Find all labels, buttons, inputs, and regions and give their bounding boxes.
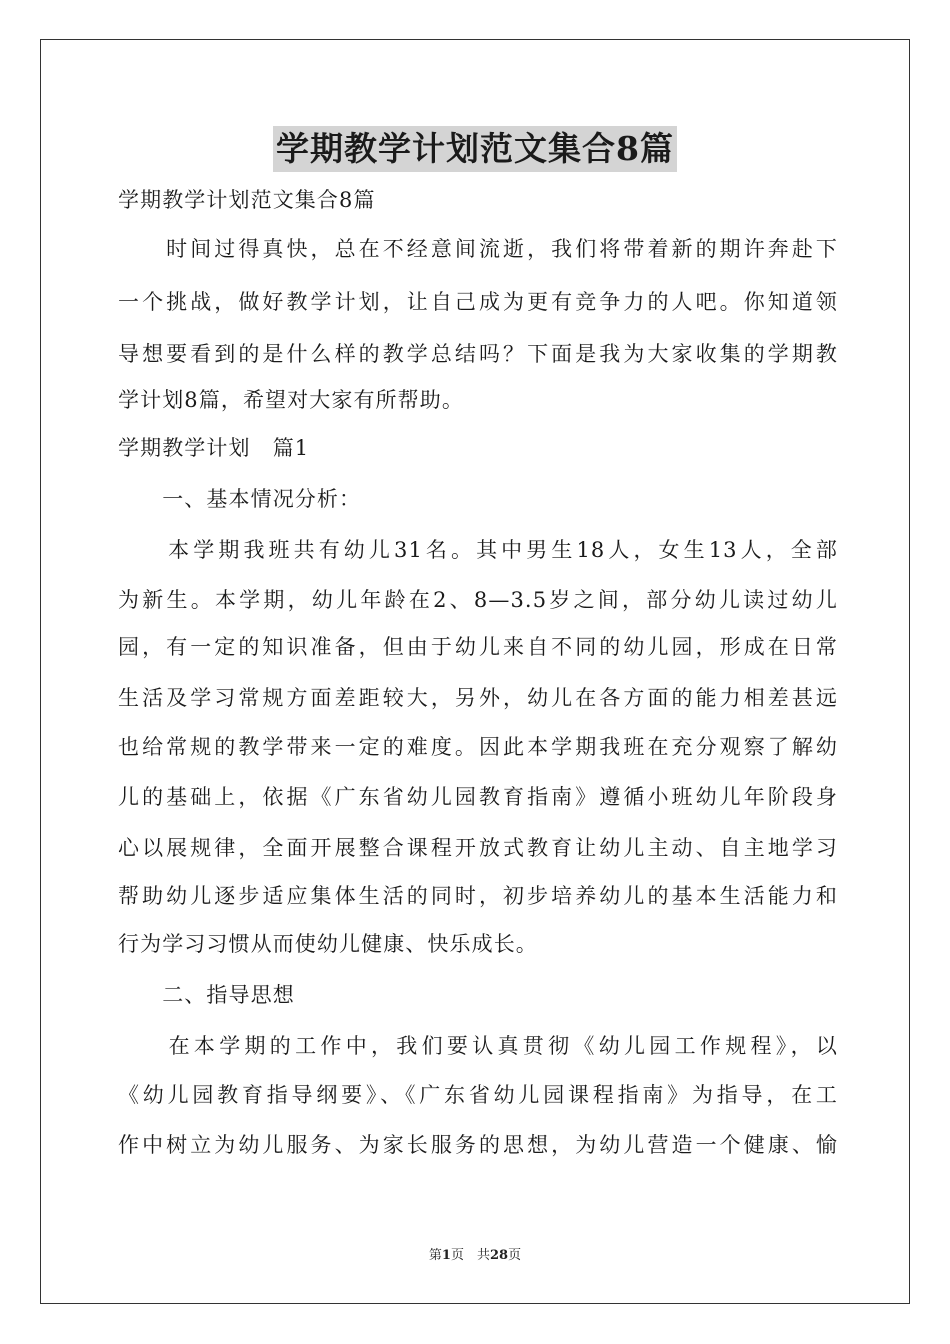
paragraph-line: 帮助幼儿逐步适应集体生活的同时，初步培养幼儿的基本生活能力和 <box>118 884 838 908</box>
paragraph-line: 行为学习习惯从而使幼儿健康、快乐成长。 <box>118 932 538 956</box>
footer-page-suffix: 页 共 <box>450 1248 490 1263</box>
section-heading: 学期教学计划 篇1 <box>118 436 310 460</box>
paragraph-line: 学计划8篇，希望对大家有所帮助。 <box>118 388 464 412</box>
footer-page-number: 1 <box>441 1248 451 1263</box>
paragraph-line: 为新生。本学期，幼儿年龄在2、8—3.5岁之间，部分幼儿读过幼儿 <box>118 588 838 612</box>
subsection-heading: 一、基本情况分析： <box>118 487 362 511</box>
paragraph-line: 儿的基础上，依据《广东省幼儿园教育指南》遵循小班幼儿年阶段身 <box>118 785 838 809</box>
title-container <box>0 126 950 172</box>
paragraph-line: 《幼儿园教育指导纲要》、《广东省幼儿园课程指南》为指导，在工 <box>118 1083 838 1107</box>
subtitle-line: 学期教学计划范文集合8篇 <box>118 188 376 212</box>
paragraph-line: 本学期我班共有幼儿31名。其中男生18人，女生13人，全部 <box>118 538 838 562</box>
footer-total-pages: 28 <box>489 1248 509 1263</box>
page-footer <box>0 1244 950 1263</box>
document-title: 学期教学计划范文集合8篇 <box>273 126 677 172</box>
paragraph-line: 一个挑战，做好教学计划，让自己成为更有竞争力的人吧。你知道领 <box>118 290 838 314</box>
paragraph-line: 园，有一定的知识准备，但由于幼儿来自不同的幼儿园，形成在日常 <box>118 635 838 659</box>
paragraph-line: 生活及学习常规方面差距较大，另外，幼儿在各方面的能力相差甚远 <box>118 686 838 710</box>
paragraph-line: 心以展规律，全面开展整合课程开放式教育让幼儿主动、自主地学习 <box>118 836 838 860</box>
footer-total-suffix: 页 <box>508 1248 522 1263</box>
paragraph-line: 也给常规的教学带来一定的难度。因此本学期我班在充分观察了解幼 <box>118 735 838 759</box>
subsection-heading: 二、指导思想 <box>118 983 295 1007</box>
paragraph-line: 时间过得真快，总在不经意间流逝，我们将带着新的期许奔赴下 <box>118 237 838 261</box>
paragraph-line: 在本学期的工作中，我们要认真贯彻《幼儿园工作规程》，以 <box>118 1034 838 1058</box>
footer-page-prefix: 第 <box>428 1248 442 1263</box>
page-border <box>40 39 910 1304</box>
paragraph-line: 导想要看到的是什么样的教学总结吗？下面是我为大家收集的学期教 <box>118 342 838 366</box>
paragraph-line: 作中树立为幼儿服务、为家长服务的思想，为幼儿营造一个健康、愉 <box>118 1133 838 1157</box>
